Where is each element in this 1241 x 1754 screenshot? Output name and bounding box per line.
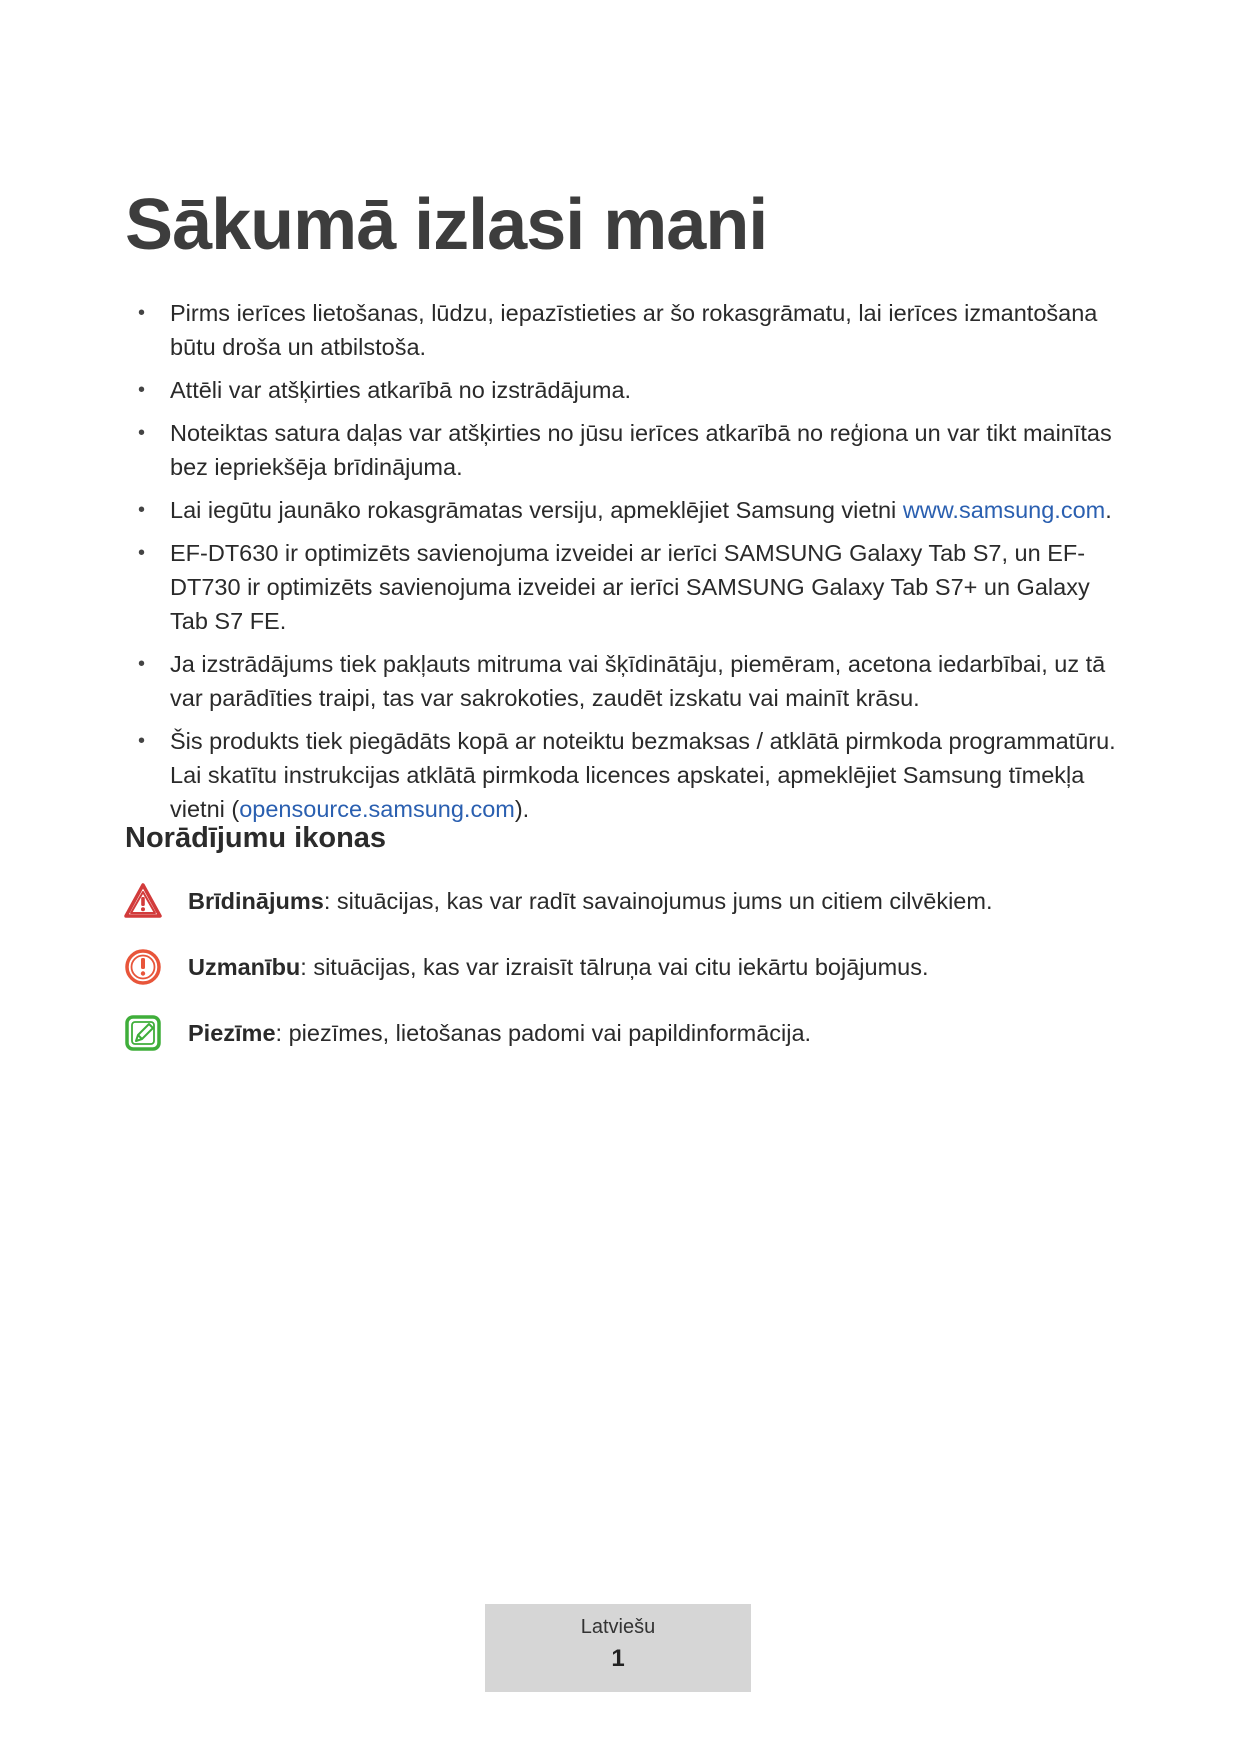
bullet-dot: •	[138, 542, 146, 564]
caution-description: : situācijas, kas var izraisīt tālruņa vai citu iekārtu bojājumus.	[300, 954, 929, 980]
note-label: Piezīme	[188, 1020, 276, 1046]
bullet-text: Attēli var atšķirties atkarībā no izstrādājuma.	[170, 377, 632, 403]
intro-bullet-list	[138, 296, 1128, 835]
list-item	[138, 373, 1128, 407]
bullet-text: Pirms ierīces lietošanas, lūdzu, iepazīstieties ar šo rokasgrāmatu, lai ierīces izmantošana būtu droša un atbilstoša.	[170, 300, 1098, 360]
icon-row-warning	[124, 882, 1124, 948]
bullet-dot: •	[138, 422, 146, 444]
list-item	[138, 493, 1128, 527]
list-item	[138, 416, 1128, 484]
bullet-dot: •	[138, 379, 146, 401]
bullet-text-end: ).	[514, 796, 530, 822]
warning-icon	[124, 882, 162, 920]
bullet-dot: •	[138, 302, 146, 324]
page-title: Sākumā izlasi mani	[125, 185, 768, 265]
footer-language: Latviešu	[580, 1616, 656, 1638]
section-title: Norādījumu ikonas	[125, 822, 387, 854]
list-item	[138, 536, 1128, 638]
bullet-dot: •	[138, 653, 146, 675]
bullet-text-end: .	[1105, 497, 1112, 523]
instruction-icons-list	[124, 882, 1124, 1080]
list-item	[138, 724, 1128, 826]
warning-label: Brīdinājums	[188, 888, 324, 914]
note-description: : piezīmes, lietošanas padomi vai papildinformācija.	[275, 1020, 812, 1046]
list-item	[138, 296, 1128, 364]
bullet-text: EF-DT630 ir optimizēts savienojuma izveidei ar ierīci SAMSUNG Galaxy Tab S7, un EF-DT730 ir optimizēts savienojuma izveidei ar ierīci SAMSUNG Galaxy Tab S7+ un Galaxy Tab S7 FE.	[170, 540, 1090, 634]
warning-description: : situācijas, kas var radīt savainojumus jums un citiem cilvēkiem.	[323, 888, 993, 914]
samsung-website-link[interactable]: www.samsung.com	[902, 497, 1106, 523]
caution-icon	[124, 948, 162, 986]
icon-row-caution	[124, 948, 1124, 1014]
note-icon	[124, 1014, 162, 1052]
caution-label: Uzmanību	[188, 954, 301, 980]
opensource-website-link[interactable]: opensource.samsung.com	[239, 796, 515, 822]
list-item	[138, 647, 1128, 715]
icon-row-note	[124, 1014, 1124, 1080]
bullet-text: Šis produkts tiek piegādāts kopā ar noteiktu bezmaksas / atklātā pirmkoda programmatūru. Lai skatītu instrukcijas atklātā pirmkoda licences apskatei, apmeklējiet Samsung tīmekļa vietni (	[170, 728, 1116, 822]
bullet-dot: •	[138, 499, 146, 521]
bullet-text: Noteiktas satura daļas var atšķirties no jūsu ierīces atkarībā no reģiona un var tikt mainītas bez iepriekšēja brīdinājuma.	[170, 420, 1112, 480]
page-footer	[485, 1604, 751, 1692]
bullet-text: Ja izstrādājums tiek pakļauts mitruma vai šķīdinātāju, piemēram, acetona iedarbībai, uz tā var parādīties traipi, tas var sakrokoties, zaudēt izskatu vai mainīt krāsu.	[170, 651, 1106, 711]
page-number: 1	[611, 1645, 625, 1672]
bullet-dot: •	[138, 730, 146, 752]
bullet-text: Lai iegūtu jaunāko rokasgrāmatas versiju, apmeklējiet Samsung vietni	[170, 497, 903, 523]
